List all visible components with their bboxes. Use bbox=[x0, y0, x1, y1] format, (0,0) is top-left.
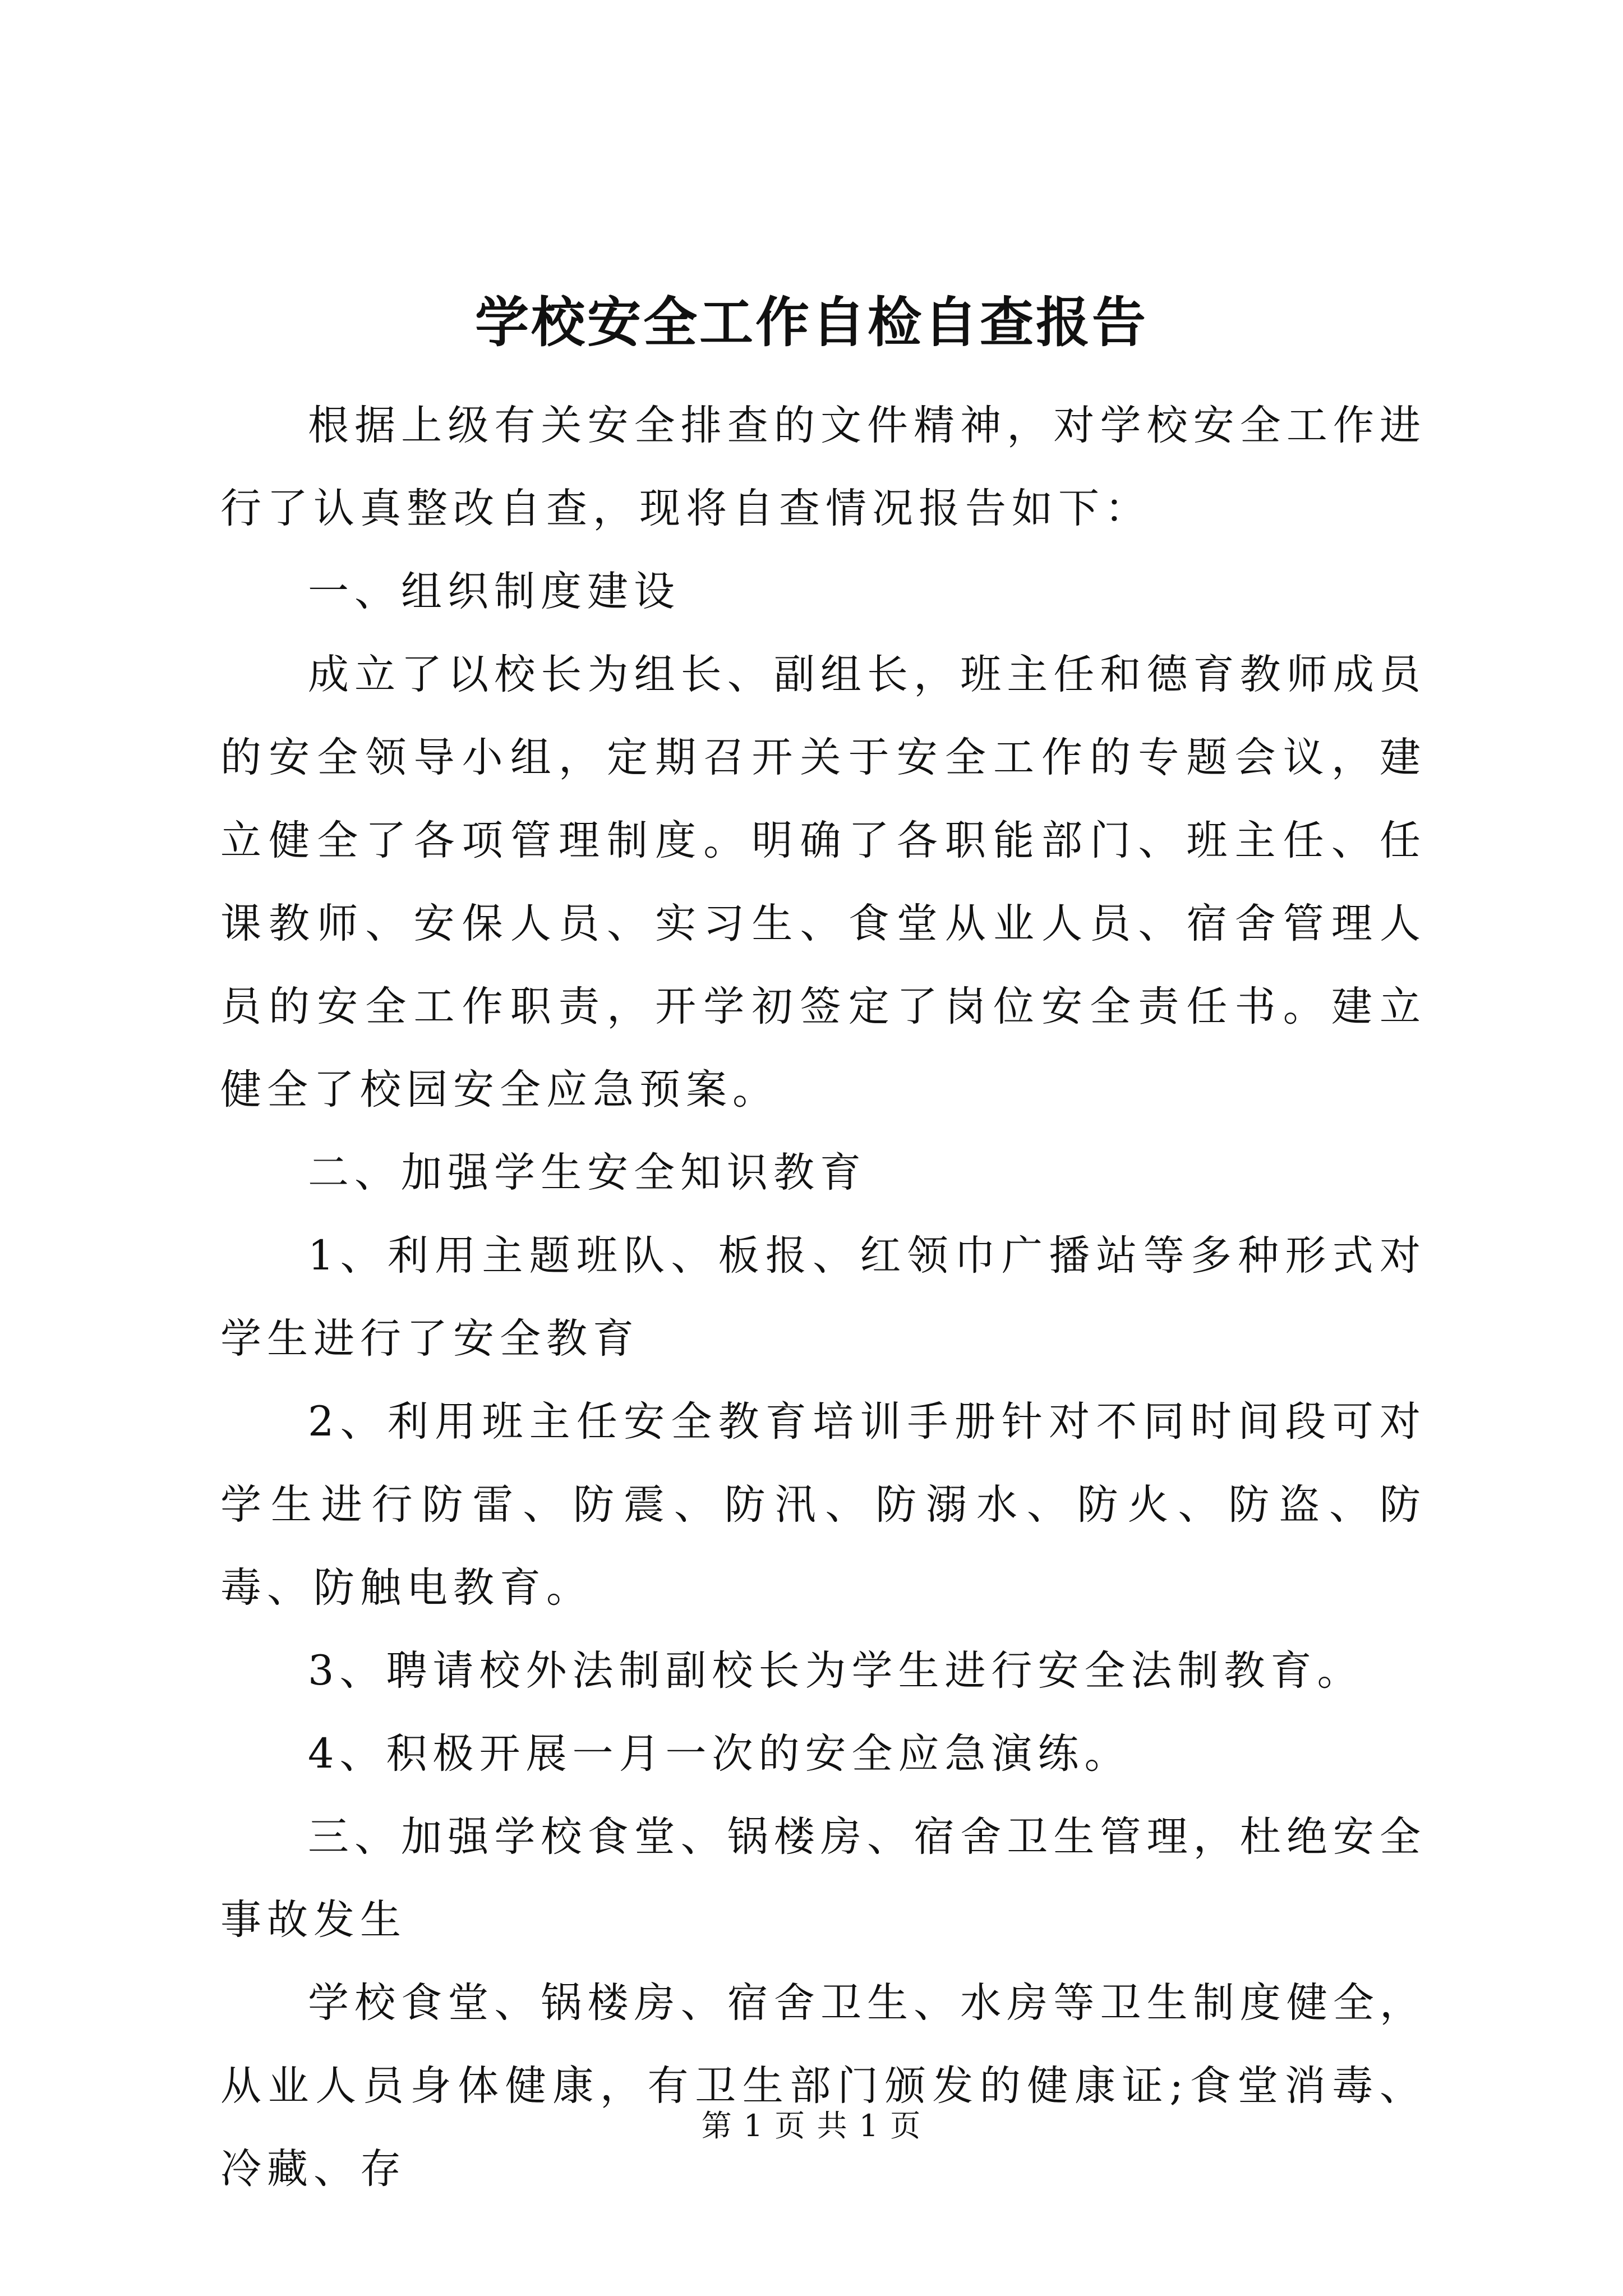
list-item-4: 4、积极开展一月一次的安全应急演练。 bbox=[308, 1730, 1131, 1778]
paragraph-section-1: 成立了以校长为组长、副组长，班主任和德育教师成员的安全领导小组，定期召开关于安全工作的专题会议，建立健全了各项管理制度。明确了各职能部门、班主任、任课教师、安保人员、实习生、食堂从业人员、宿舍管理人员的安全工作职责，开学初签定了岗位安全责任书。建立健全了校园安全应急预案。 bbox=[220, 651, 1426, 1114]
list-item-1: 1、利用主题班队、板报、红领巾广播站等多种形式对学生进行了安全教育 bbox=[220, 1232, 1426, 1363]
section-heading-2: 二、加强学生安全知识教育 bbox=[308, 1149, 866, 1197]
section-heading-1: 一、组织制度建设 bbox=[308, 568, 680, 615]
paragraph-intro: 根据上级有关安全排查的文件精神，对学校安全工作进行了认真整改自查，现将自查情况报告如下： bbox=[220, 402, 1426, 532]
list-item-2: 2、利用班主任安全教育培训手册针对不同时间段可对学生进行防雷、防震、防汛、防溺水、防火、防盗、防毒、防触电教育。 bbox=[220, 1398, 1426, 1612]
page-footer: 第 1 页 共 1 页 bbox=[701, 2108, 922, 2143]
paragraph-section-3: 学校食堂、锅楼房、宿舍卫生、水房等卫生制度健全，从业人员身体健康，有卫生部门颁发的健康证;食堂消毒、冷藏、存 bbox=[220, 1979, 1426, 2193]
list-item-3: 3、聘请校外法制副校长为学生进行安全法制教育。 bbox=[308, 1647, 1364, 1695]
document-body bbox=[220, 384, 1426, 2211]
document-title: 学校安全工作自检自查报告 bbox=[475, 291, 1148, 354]
section-heading-3: 三、加强学校食堂、锅楼房、宿舍卫生管理，杜绝安全事故发生 bbox=[220, 1813, 1426, 1944]
